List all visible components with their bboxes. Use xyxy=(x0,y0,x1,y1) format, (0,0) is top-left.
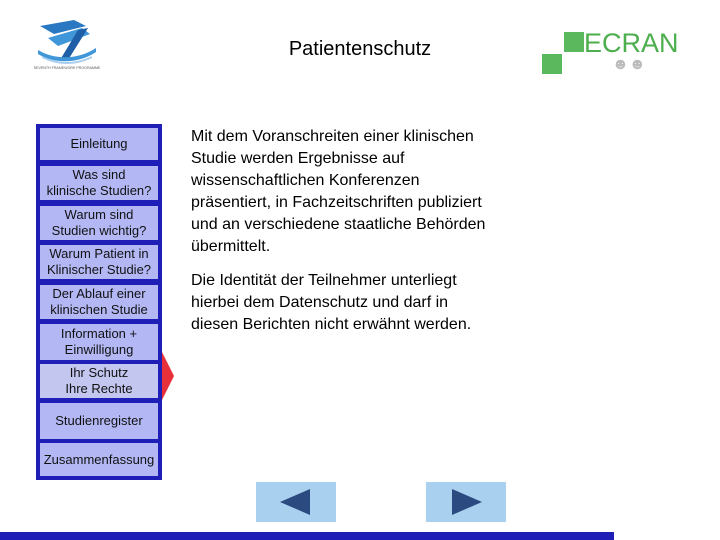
nav-item-label: Einwilligung xyxy=(64,342,134,357)
nav-item-label: Information + xyxy=(60,326,138,341)
people-icon: ☻☻ xyxy=(612,56,646,73)
bottom-bar xyxy=(0,532,614,540)
ecran-logo xyxy=(540,28,680,84)
ecran-logo-text: ECRAN xyxy=(584,28,679,58)
current-section-arrow-icon xyxy=(162,352,174,400)
ecran-logo-square xyxy=(564,32,584,52)
content-paragraph: Die Identität der Teilnehmer unterliegt hierbei dem Datenschutz und darf in diesen Berichten nicht erwähnt werden. xyxy=(191,272,472,333)
nav-item-zusammenfassung[interactable] xyxy=(40,443,158,476)
page-title: Patientenschutz xyxy=(288,38,432,60)
nav-item-label: klinische Studien? xyxy=(46,183,152,198)
nav-item-label: Der Ablauf einer xyxy=(52,286,146,301)
nav-item-label: Einleitung xyxy=(70,136,128,151)
nav-item-label: Warum sind xyxy=(64,207,134,222)
nav-item-was-sind-klinische-studien[interactable] xyxy=(40,166,158,200)
nav-item-label: Ihr Schutz xyxy=(69,365,129,380)
nav-item-label: Klinischer Studie? xyxy=(46,262,152,277)
nav-item-label: klinischen Studie xyxy=(50,302,148,317)
nav-item-warum-patient[interactable] xyxy=(40,245,158,279)
nav-item-ablauf[interactable] xyxy=(40,285,158,319)
fp7-logo-text: SEVENTH FRAMEWORK PROGRAMME xyxy=(34,66,100,70)
nav-item-einleitung[interactable] xyxy=(40,128,158,160)
nav-item-warum-sind-studien-wichtig[interactable] xyxy=(40,206,158,240)
nav-item-label: Studienregister xyxy=(55,413,143,428)
right-triangle-icon xyxy=(446,487,486,517)
nav-item-label: Warum Patient in xyxy=(49,246,149,261)
sidebar-nav xyxy=(36,124,162,480)
nav-item-label: Ihre Rechte xyxy=(65,381,133,396)
nav-item-label: Zusammenfassung xyxy=(43,451,155,467)
nav-item-label: Studien wichtig? xyxy=(51,223,147,238)
nav-item-information-einwilligung[interactable] xyxy=(40,324,158,360)
left-triangle-icon xyxy=(276,487,316,517)
main-content xyxy=(191,126,491,348)
ecran-logo-square xyxy=(542,54,562,74)
previous-button[interactable] xyxy=(256,482,336,522)
nav-item-studienregister[interactable] xyxy=(40,403,158,439)
nav-item-label: Was sind xyxy=(72,167,126,182)
content-paragraph: Mit dem Voranschreiten einer klinischen Studie werden Ergebnisse auf wissenschaftlichen Konferenzen präsentiert, in Fachzeitschriften publiziert und an verschiedene staatliche Behörden übermittelt. xyxy=(191,128,486,255)
nav-item-ihr-schutz[interactable] xyxy=(40,364,158,398)
next-button[interactable] xyxy=(426,482,506,522)
